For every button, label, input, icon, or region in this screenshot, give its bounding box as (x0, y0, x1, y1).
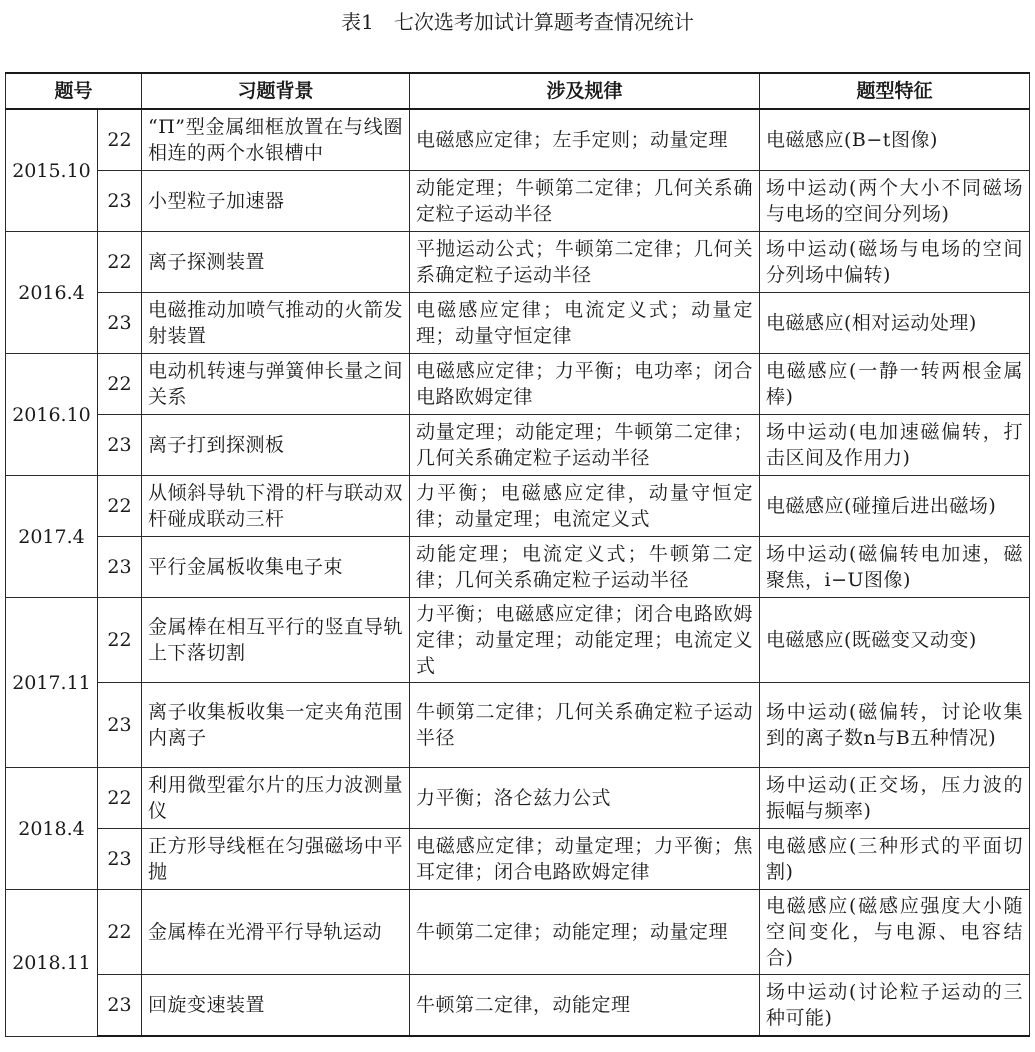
background-cell: 平行金属板收集电子束 (142, 537, 410, 598)
table-row (6, 415, 1030, 476)
background-cell: 离子收集板收集一定夹角范围内离子 (142, 683, 410, 768)
laws-cell: 电磁感应定律；电流定义式；动量定理；动量守恒定律 (410, 293, 760, 354)
table-row (6, 598, 1030, 683)
number-cell: 23 (98, 829, 142, 890)
number-cell: 22 (98, 768, 142, 829)
background-cell: 回旋变速装置 (142, 975, 410, 1037)
year-cell: 2017.4 (6, 476, 98, 598)
laws-cell: 力平衡；洛仑兹力公式 (410, 768, 760, 829)
features-cell: 场中运动(两个大小不同磁场与电场的空间分列场) (760, 171, 1030, 232)
number-cell: 23 (98, 171, 142, 232)
year-cell: 2015.10 (6, 109, 98, 232)
header-features: 题型特征 (760, 73, 1030, 109)
background-cell: 离子探测装置 (142, 232, 410, 293)
number-cell: 22 (98, 354, 142, 415)
header-number: 题号 (6, 73, 142, 109)
number-cell: 22 (98, 232, 142, 293)
table-row (6, 768, 1030, 829)
table-row (6, 232, 1030, 293)
laws-cell: 电磁感应定律；左手定则；动量定理 (410, 109, 760, 171)
laws-cell: 牛顿第二定律；动能定理；动量定理 (410, 890, 760, 975)
laws-cell: 力平衡；电磁感应定律，动量守恒定律；动量定理；电流定义式 (410, 476, 760, 537)
laws-cell: 动量定理；动能定理；牛顿第二定律；几何关系确定粒子运动半径 (410, 415, 760, 476)
laws-cell: 动能定理；电流定义式；牛顿第二定律；几何关系确定粒子运动半径 (410, 537, 760, 598)
features-cell: 场中运动(正交场，压力波的振幅与频率) (760, 768, 1030, 829)
background-cell: 电磁推动加喷气推动的火箭发射装置 (142, 293, 410, 354)
table-row (6, 293, 1030, 354)
background-cell: 利用微型霍尔片的压力波测量仪 (142, 768, 410, 829)
number-cell: 22 (98, 890, 142, 975)
laws-cell: 电磁感应定律；动量定理；力平衡；焦耳定律；闭合电路欧姆定律 (410, 829, 760, 890)
features-cell: 场中运动(讨论粒子运动的三种可能) (760, 975, 1030, 1037)
number-cell: 22 (98, 476, 142, 537)
laws-cell: 牛顿第二定律，动能定理 (410, 975, 760, 1037)
background-cell: 金属棒在相互平行的竖直导轨上下落切割 (142, 598, 410, 683)
laws-cell: 电磁感应定律；力平衡；电功率；闭合电路欧姆定律 (410, 354, 760, 415)
features-cell: 场中运动(磁偏转，讨论收集到的离子数n与B五种情况) (760, 683, 1030, 768)
header-laws: 涉及规律 (410, 73, 760, 109)
features-cell: 电磁感应(碰撞后进出磁场) (760, 476, 1030, 537)
number-cell: 23 (98, 683, 142, 768)
background-cell: 金属棒在光滑平行导轨运动 (142, 890, 410, 975)
background-cell: 电动机转速与弹簧伸长量之间关系 (142, 354, 410, 415)
table-row (6, 829, 1030, 890)
features-cell: 电磁感应(相对运动处理) (760, 293, 1030, 354)
laws-cell: 平抛运动公式；牛顿第二定律；几何关系确定粒子运动半径 (410, 232, 760, 293)
table-row (6, 476, 1030, 537)
number-cell: 22 (98, 109, 142, 171)
laws-cell: 牛顿第二定律；几何关系确定粒子运动半径 (410, 683, 760, 768)
features-cell: 场中运动(磁偏转电加速，磁聚焦，i−U图像) (760, 537, 1030, 598)
table-caption: 表1 七次选考加试计算题考查情况统计 (341, 10, 694, 34)
table-row (6, 354, 1030, 415)
number-cell: 23 (98, 975, 142, 1037)
year-cell: 2016.4 (6, 232, 98, 354)
background-cell: 正方形导线框在匀强磁场中平抛 (142, 829, 410, 890)
table-row (6, 537, 1030, 598)
number-cell: 23 (98, 293, 142, 354)
header-row (6, 73, 1030, 109)
table-row (6, 890, 1030, 975)
year-cell: 2018.4 (6, 768, 98, 890)
background-cell: 离子打到探测板 (142, 415, 410, 476)
background-cell: 小型粒子加速器 (142, 171, 410, 232)
year-cell: 2017.11 (6, 598, 98, 768)
laws-cell: 动能定理；牛顿第二定律；几何关系确定粒子运动半径 (410, 171, 760, 232)
laws-cell: 力平衡；电磁感应定律；闭合电路欧姆定律；动量定理；动能定理；电流定义式 (410, 598, 760, 683)
table-row (6, 975, 1030, 1037)
features-cell: 电磁感应(磁感应强度大小随空间变化，与电源、电容结合) (760, 890, 1030, 975)
statistics-table (5, 72, 1030, 1037)
number-cell: 23 (98, 415, 142, 476)
features-cell: 场中运动(磁场与电场的空间分列场中偏转) (760, 232, 1030, 293)
features-cell: 场中运动(电加速磁偏转，打击区间及作用力) (760, 415, 1030, 476)
year-cell: 2016.10 (6, 354, 98, 476)
table-row (6, 171, 1030, 232)
table-row (6, 109, 1030, 171)
header-background: 习题背景 (142, 73, 410, 109)
number-cell: 23 (98, 537, 142, 598)
number-cell: 22 (98, 598, 142, 683)
table-row (6, 683, 1030, 768)
features-cell: 电磁感应(既磁变又动变) (760, 598, 1030, 683)
features-cell: 电磁感应(一静一转两根金属棒) (760, 354, 1030, 415)
features-cell: 电磁感应(三种形式的平面切割) (760, 829, 1030, 890)
background-cell: 从倾斜导轨下滑的杆与联动双杆碰成联动三杆 (142, 476, 410, 537)
features-cell: 电磁感应(B−t图像) (760, 109, 1030, 171)
background-cell: “П”型金属细框放置在与线圈相连的两个水银槽中 (142, 109, 410, 171)
year-cell: 2018.11 (6, 890, 98, 1037)
